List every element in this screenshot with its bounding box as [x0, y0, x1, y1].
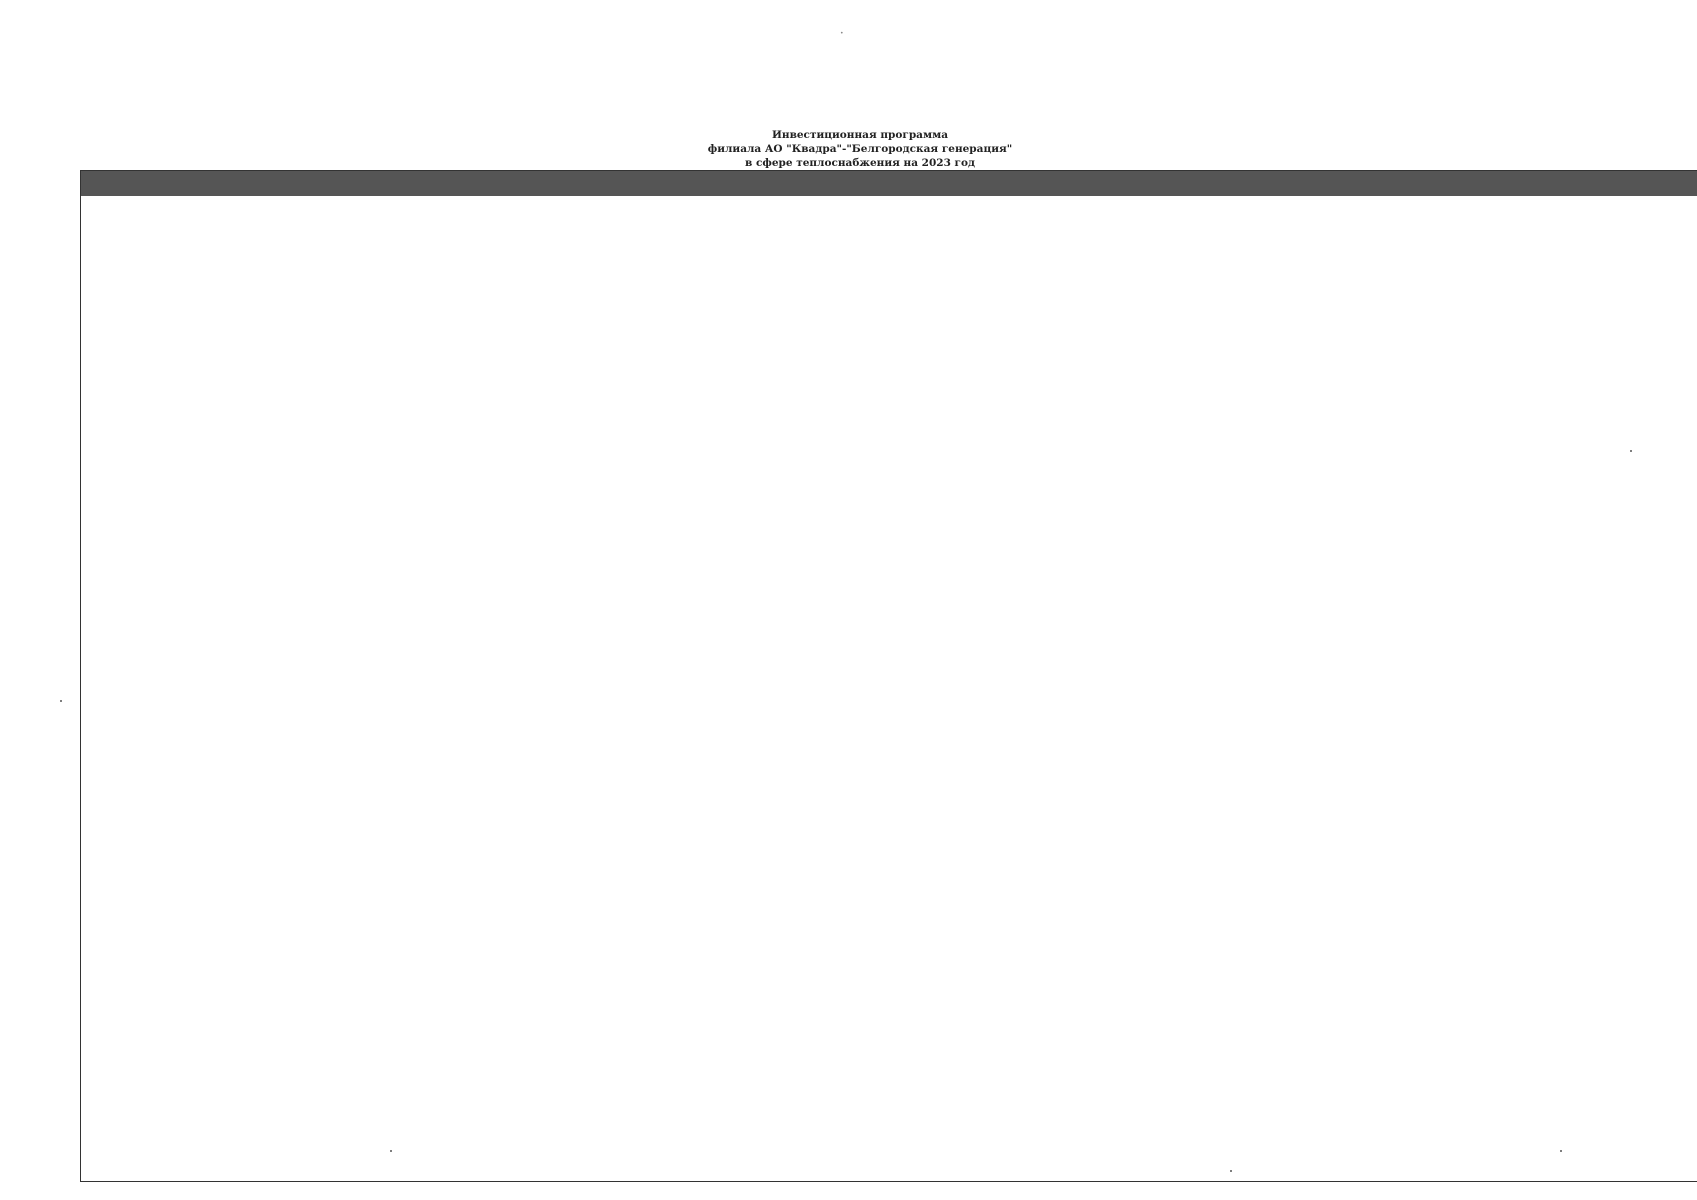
scan-speck — [390, 1150, 392, 1152]
document-title — [640, 128, 1080, 170]
scan-speck — [1230, 1170, 1232, 1172]
table-grid — [81, 171, 1697, 196]
title-line-3: в сфере теплоснабжения на 2023 год — [745, 157, 975, 169]
page-mark: • — [840, 30, 844, 37]
title-line-1: Инвестиционная программа — [771, 129, 949, 141]
scan-speck — [1630, 450, 1632, 452]
scan-speck — [60, 700, 62, 702]
table-row — [82, 195, 1697, 196]
title-line-2: филиала АО "Квадра"-"Белгородская генерация" — [707, 143, 1013, 155]
investment-table — [80, 170, 1697, 1182]
scan-speck — [1560, 1150, 1562, 1152]
